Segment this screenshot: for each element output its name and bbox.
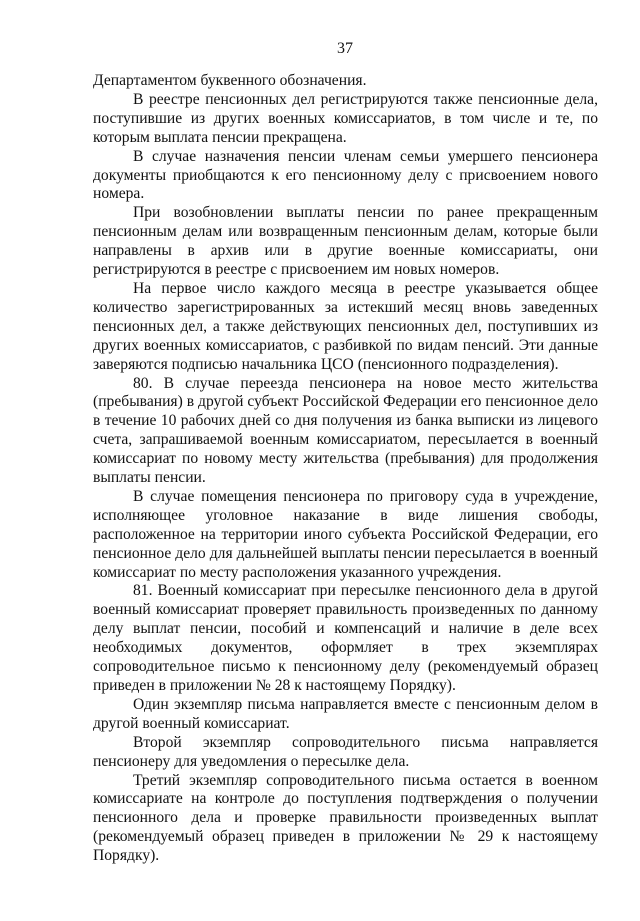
page-number: 37: [337, 40, 353, 57]
paragraph-item-80: 80. В случае переезда пенсионера на новое место жительства (пребывания) в другой субъект Российской Федерации его пенсионное дело в течение 10 рабочих дней со дня получения из банка выписки из лицевого счета, запрашиваемой военным комиссариатом, пересылается в военный комиссариат по новому месту жительства (пребывания) для продолжения выплаты пенсии.: [93, 374, 598, 487]
paragraph-family-members: В случае назначения пенсии членам семьи умершего пенсионера документы приобщаются к его пенсионному делу с присвоением нового номера.: [93, 147, 598, 203]
paragraph-second-copy: Второй экземпляр сопроводительного письма направляется пенсионеру для уведомления о пересылке дела.: [93, 733, 598, 770]
paragraph-registry-other-commissariats: В реестре пенсионных дел регистрируются также пенсионные дела, поступившие из других военных комиссариатов, в том числе и те, по которым выплата пенсии прекращена.: [93, 90, 598, 146]
paragraph-third-copy: Третий экземпляр сопроводительного письма остается в военном комиссариате на контроле до поступления подтверждения о получении пенсионного дела и проверке правильности произведенных выплат (рекомендуемый образец приведен в приложении № 29 к настоящему Порядку).: [93, 771, 598, 865]
paragraph-monthly-count: На первое число каждого месяца в реестре указывается общее количество зарегистрированных за истекший месяц вновь заведенных пенсионных дел, а также действующих пенсионных дел, поступивших из других военных комиссариатов, с разбивкой по видам пенсий. Эти данные заверяются подписью начальника ЦСО (пенсионного подразделения).: [93, 279, 598, 373]
paragraph-first-copy: Один экземпляр письма направляется вместе с пенсионным делом в другой военный комиссариат.: [93, 695, 598, 732]
paragraph-resumption: При возобновлении выплаты пенсии по ранее прекращенным пенсионным делам или возвращенным пенсионным делам, которые были направлены в архив или в другие военные комиссариаты, они регистрируются в реестре с присвоением им новых номеров.: [93, 204, 598, 279]
paragraph-item-81: 81. Военный комиссариат при пересылке пенсионного дела в другой военный комиссариат проверяет правильность произведенных по данному делу выплат пенсии, пособий и компенсаций и наличие в деле всех необходимых документов, оформляет в трех экземплярах сопроводительное письмо к пенсионному делу (рекомендуемый образец приведен в приложении № 28 к настоящему Порядку).: [93, 582, 598, 694]
paragraph-continued: Департаментом буквенного обозначения.: [93, 72, 367, 89]
paragraph-imprisonment: В случае помещения пенсионера по приговору суда в учреждение, исполняющее уголовное наказание в виде лишения свободы, расположенное на территории иного субъекта Российской Федерации, его пенсионное дело для дальнейшей выплаты пенсии пересылается в военный комиссариат по месту расположения указанного учреждения.: [93, 487, 598, 581]
document-body: [93, 72, 598, 866]
